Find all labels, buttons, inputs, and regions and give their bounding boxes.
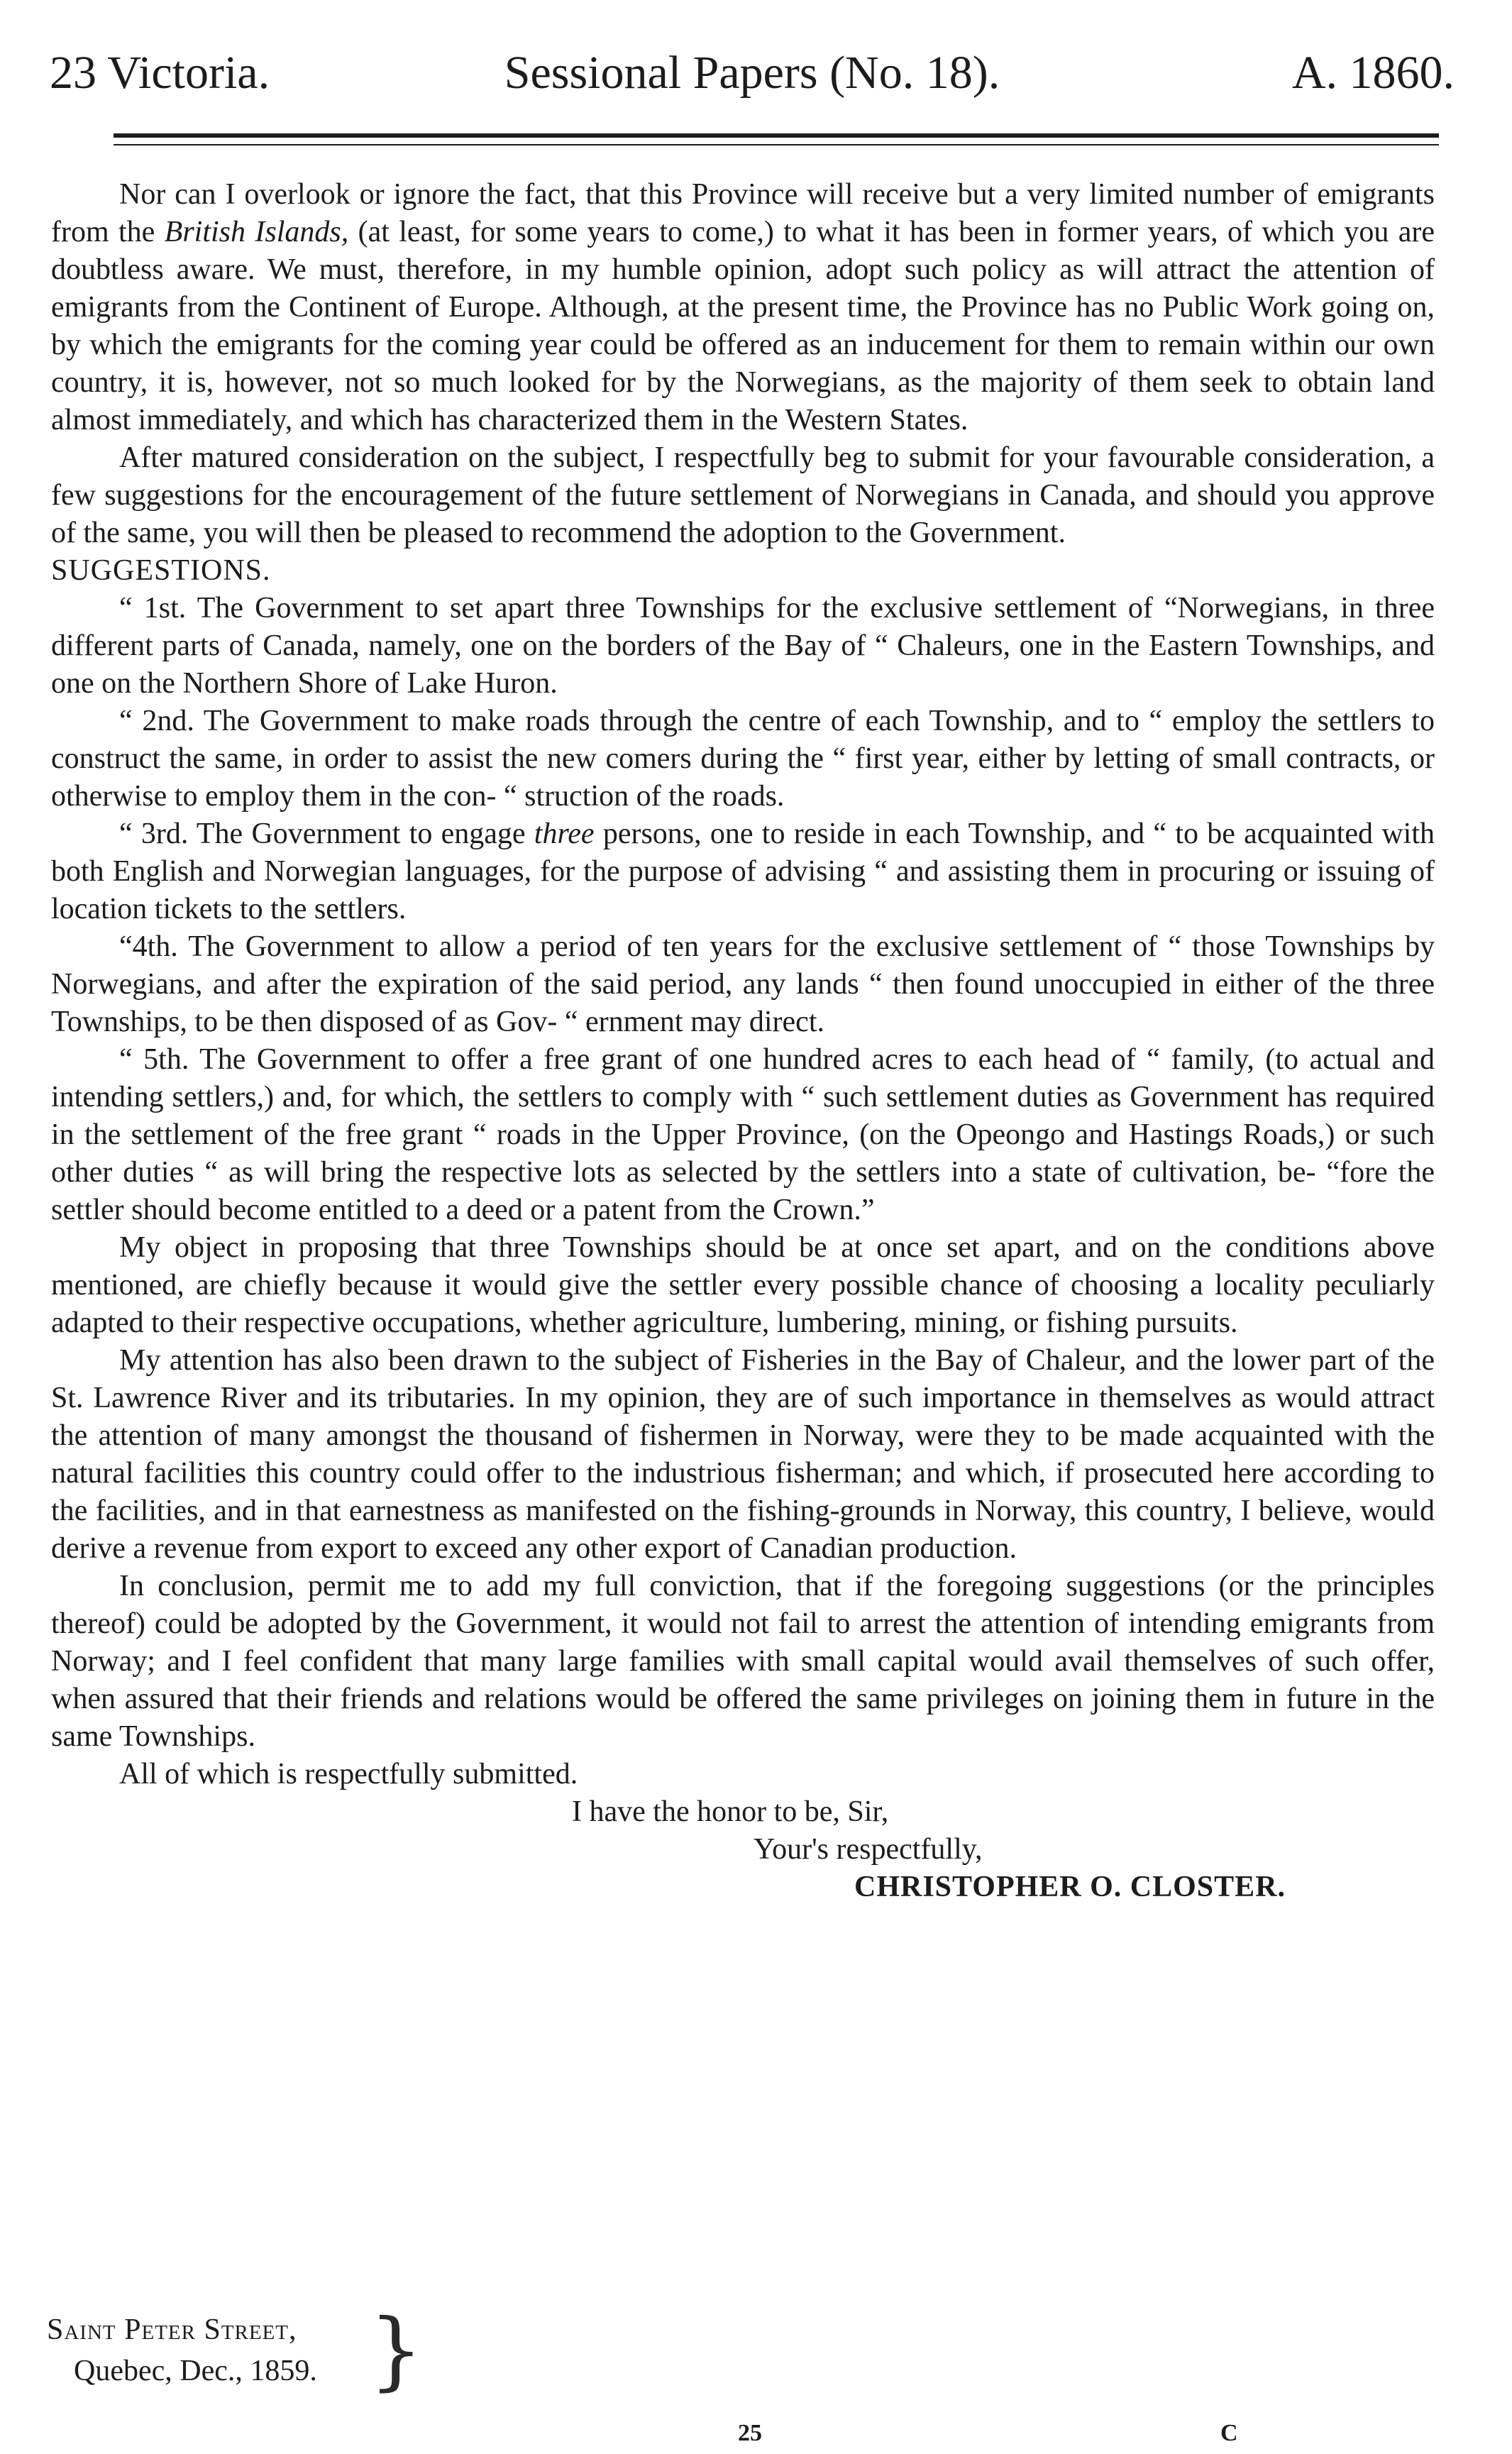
paragraph-emigrants: [51, 176, 1435, 439]
signature-salutation: I have the honor to be, Sir,: [572, 1795, 889, 1828]
body-text: [51, 176, 1435, 1906]
emphasis-three: three: [534, 818, 595, 850]
address-city-date: Quebec, Dec., 1859.: [74, 2355, 317, 2387]
header-volume: 23 Victoria.: [50, 47, 270, 99]
page-number: 25: [738, 2420, 762, 2446]
page-header: [50, 34, 1455, 112]
sender-address: [47, 2309, 317, 2392]
paragraph-submitted: All of which is respectfully submitted.: [119, 1758, 578, 1790]
suggestions-heading: SUGGESTIONS.: [51, 554, 271, 587]
suggestion-2: “ 2nd. The Government to make roads through the centre of each Township, and to “ employ the settlers to construct the same, in order to assist the new comers during the “ first year, either by letting of small contracts, or otherwise to employ them in the con- “ struction of the roads.: [51, 705, 1435, 813]
suggestion-5: “ 5th. The Government to offer a free grant of one hundred acres to each head of “ family, (to actual and intending settlers,) and, for which, the settlers to comply with “ such settlement duties as Government has required in the settlement of the free grant “ roads in the Upper Province, (on the Opeongo and Hastings Roads,) or such other duties “ as will bring the respective lots as selected by the settlers into a state of cultivation, be- “fore the settler should become entitled to a deed or a patent from the Crown.”: [51, 1043, 1435, 1226]
signature-valediction: Your's respectfully,: [754, 1833, 983, 1866]
emphasis-british-islands: British Islands,: [164, 216, 349, 248]
paragraph-emigrants-end: (at least, for some years to come,) to what it has been in former years, of which you are doubtless aware. We must, therefore, in my humble opinion, adopt such policy as will attract the attention of emigrants from the Continent of Europe. Although, at the present time, the Province has no Public Work going on, by which the emigrants for the coming year could be offered as an inducement for them to remain within our own country, it is, however, not so much looked for by the Norwegians, as the majority of them seek to obtain land almost immediately, and which has characterized them in the Western States.: [51, 216, 1435, 436]
suggestion-3: [51, 815, 1435, 928]
paragraph-emigrants-start: Nor can I overlook or ignore the fact, that this Province will receive but a very limited number of emigrants from the: [51, 178, 1435, 248]
header-title: Sessional Papers (No. 18).: [504, 47, 1000, 99]
paragraph-object: My object in proposing that three Townships should be at once set apart, and on the conditions above mentioned, are chiefly because it would give the settler every possible chance of choosing a locality peculiarly adapted to their respective occupations, whether agriculture, lumbering, mining, or fishing pursuits.: [51, 1231, 1435, 1339]
signature-mark: C: [1220, 2420, 1238, 2446]
address-brace: }: [369, 2301, 424, 2400]
paragraph-consideration: After matured consideration on the subject, I respectfully beg to submit for your favourable consideration, a few suggestions for the encouragement of the future settlement of Norwegians in Canada, and should you approve of the same, you will then be pleased to recommend the adoption to the Government.: [51, 441, 1435, 549]
suggestion-3-start: “ 3rd. The Government to engage: [119, 818, 534, 850]
header-year: A. 1860.: [1291, 47, 1455, 99]
paragraph-fisheries: My attention has also been drawn to the subject of Fisheries in the Bay of Chaleur, and the lower part of the St. Lawrence River and its tributaries. In my opinion, they are of such importance in themselves as would attract the attention of many amongst the thousand of fishermen in Norway, were they to be made acquainted with the natural facilities this country could offer to the industrious fisherman; and which, if prosecuted here according to the facilities, and in that earnestness as manifested on the fishing-grounds in Norway, this country, I believe, would derive a revenue from export to exceed any other export of Canadian production.: [51, 1344, 1435, 1565]
suggestion-4: “4th. The Government to allow a period of ten years for the exclusive settlement of “ those Townships by Norwegians, and after the expiration of the said period, any lands “ then found unoccupied in either of the three Townships, to be then disposed of as Gov- “ ernment may direct.: [51, 930, 1435, 1038]
signature-name: CHRISTOPHER O. CLOSTER.: [854, 1871, 1286, 1903]
address-street: Saint Peter Street,: [47, 2313, 297, 2346]
paragraph-conclusion: In conclusion, permit me to add my full conviction, that if the foregoing suggestions (or the principles thereof) could be adopted by the Government, it would not fail to arrest the attention of intending emigrants from Norway; and I feel confident that many large families with small capital would avail themselves of such offer, when assured that their friends and relations would be offered the same privileges on joining them in future in the same Townships.: [51, 1570, 1435, 1753]
header-rule-thick: [114, 133, 1439, 138]
suggestion-1: “ 1st. The Government to set apart three Townships for the exclusive settlement of “Norwegians, in three different parts of Canada, namely, one on the borders of the Bay of “ Chaleurs, one in the Eastern Townships, and one on the Northern Shore of Lake Huron.: [51, 592, 1435, 700]
header-rule-thin: [114, 144, 1439, 145]
suggestion-3-end: persons, one to reside in each Township, and “ to be acquainted with both English and Norwegian languages, for the purpose of advising “ and assisting them in procuring or issuing of location tickets to the settlers.: [51, 818, 1435, 925]
